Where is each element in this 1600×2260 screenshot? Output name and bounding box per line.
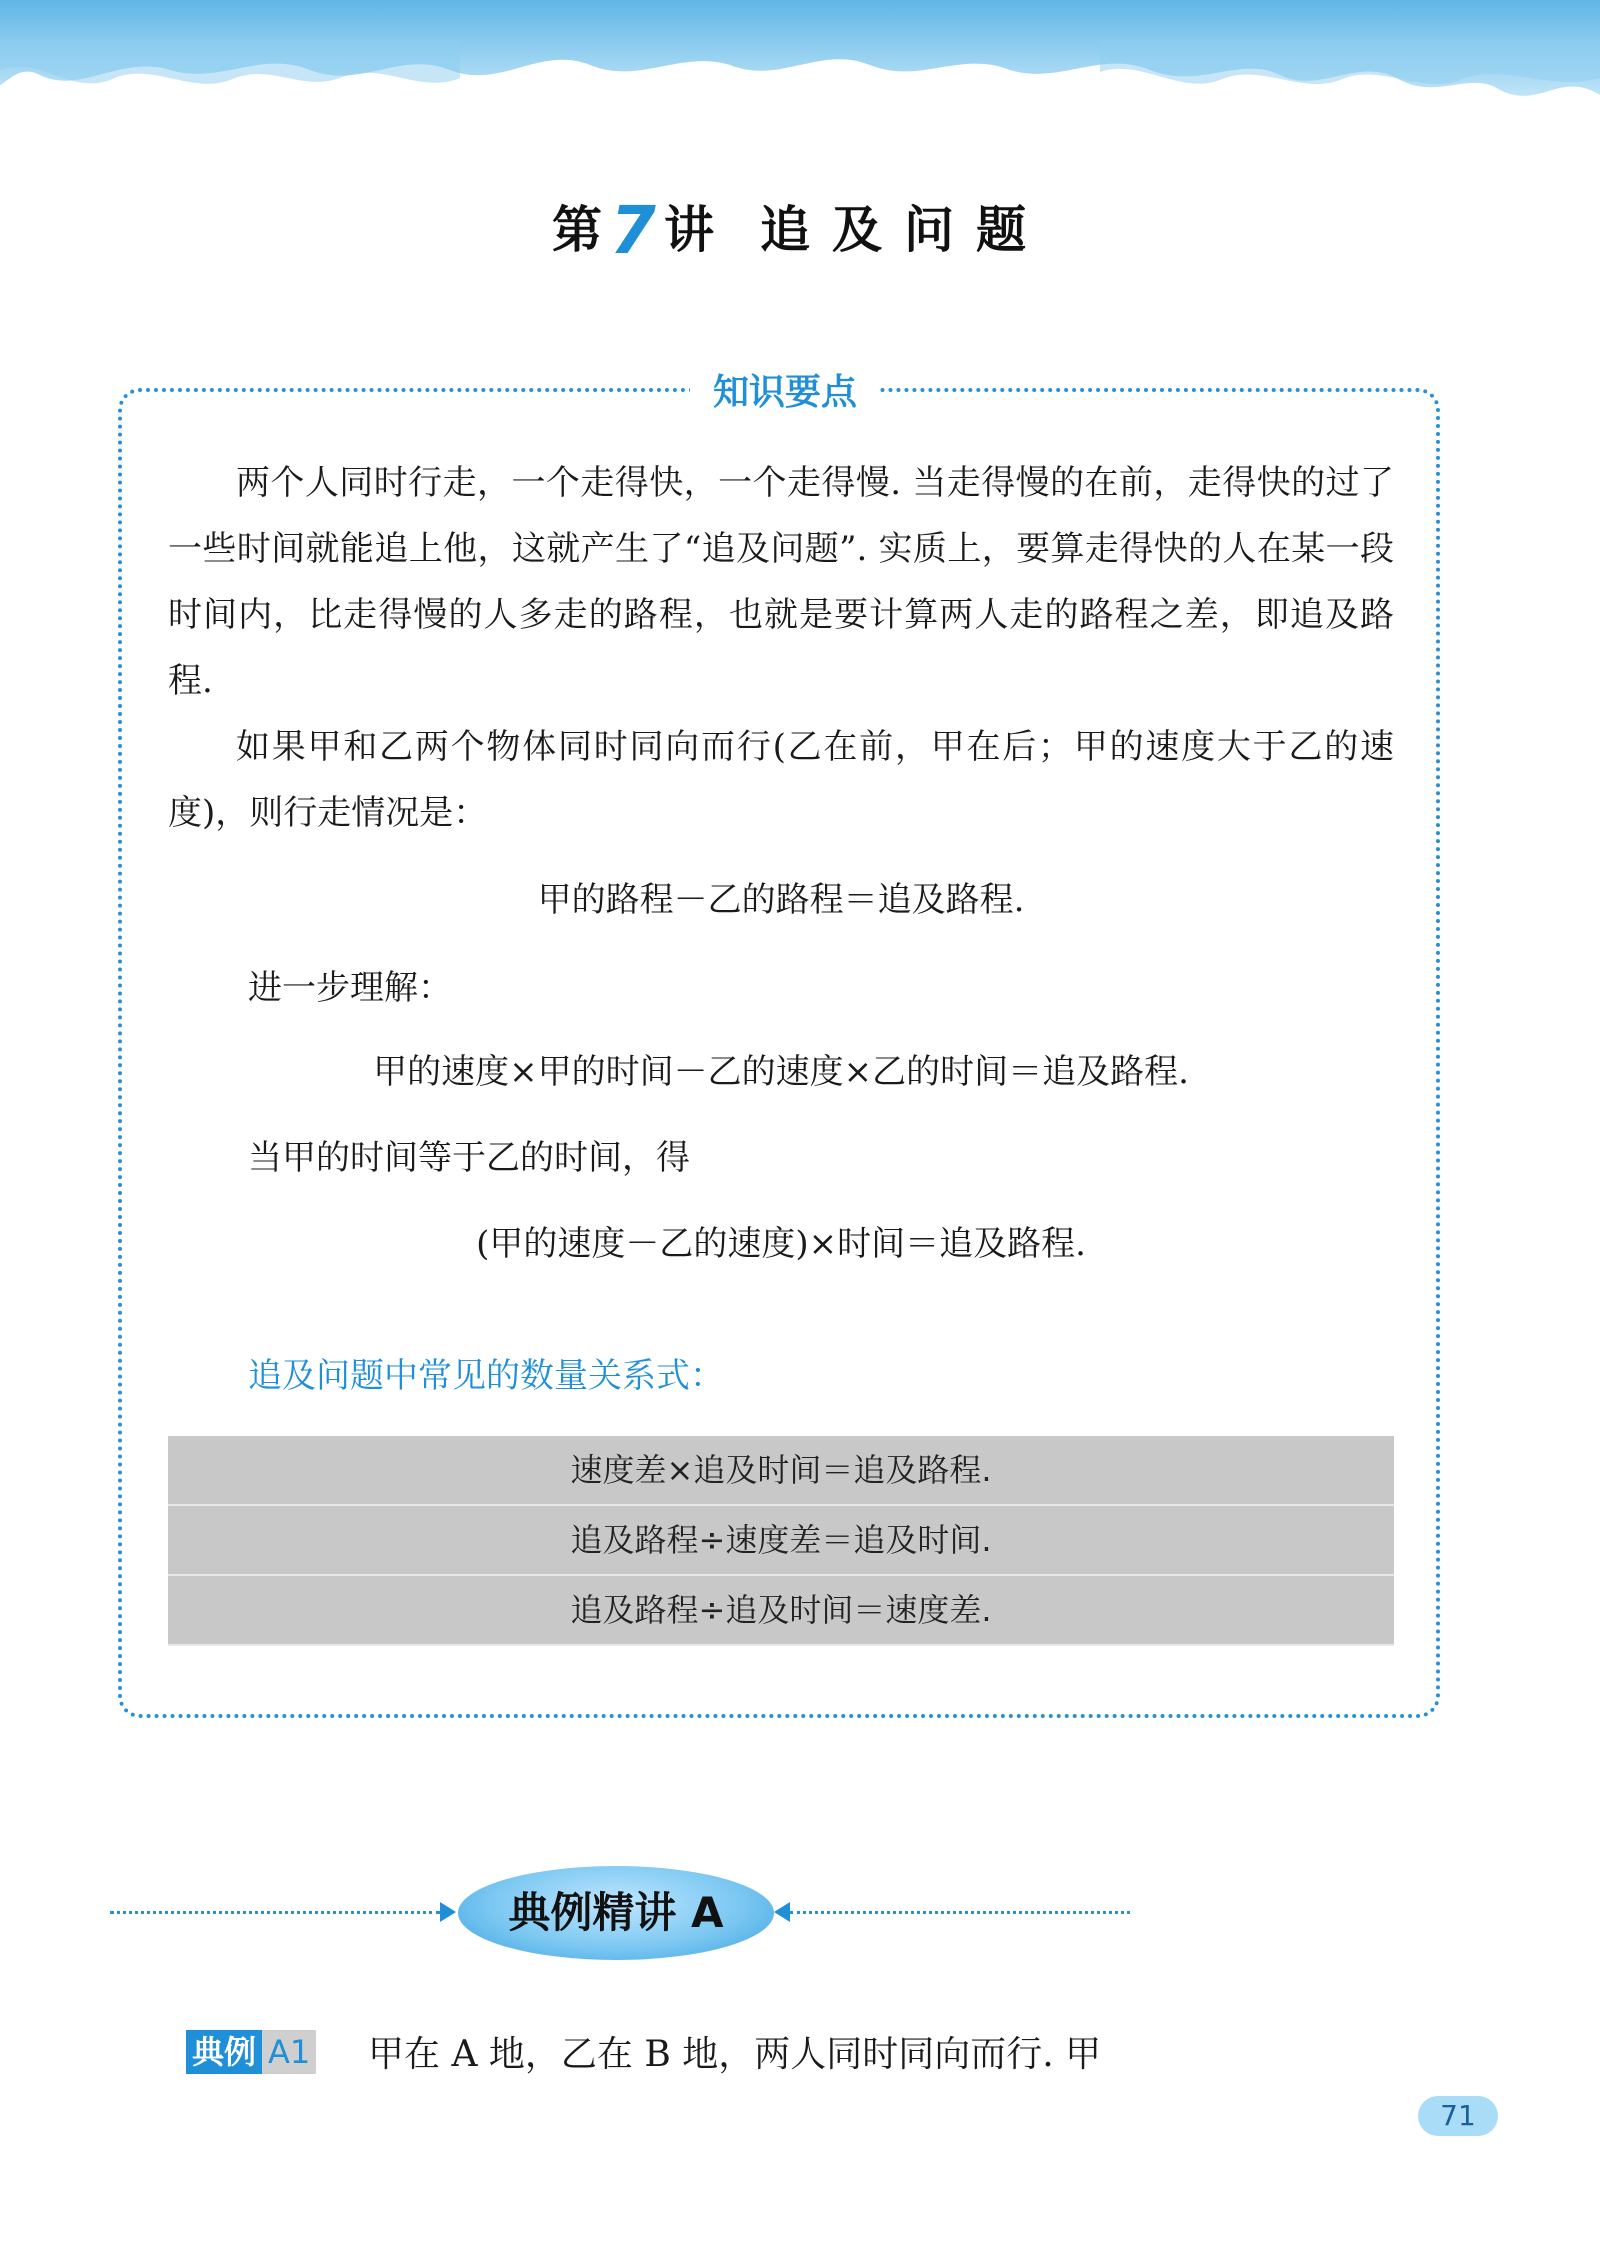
example-badge-id: A1 [262,2030,316,2074]
lecture-name: 追及问题 [759,200,1048,259]
banner-divider-left [110,1911,440,1914]
page-number: 71 [1418,2096,1498,2136]
formula-speed-time: 甲的速度×甲的时间－乙的速度×乙的时间＝追及路程. [373,1052,1189,1092]
formula-speed-difference: (甲的速度－乙的速度)×时间＝追及路程. [476,1224,1086,1264]
lecture-title [0,190,1600,269]
relation-row: 追及路程÷追及时间＝速度差. [168,1576,1394,1646]
equal-time-condition: 当甲的时间等于乙的时间，得 [248,1138,690,1178]
title-suffix: 讲 [663,200,716,259]
relations-heading: 追及问题中常见的数量关系式： [248,1356,724,1396]
knowledge-paragraph-1: 两个人同时行走，一个走得快，一个走得慢. 当走得慢的在前，走得快的过了一些时间就能追上他，这就产生了“追及问题”. 实质上，要算走得快的人在某一段时间内，比走得慢的人多走的路程，也就是要计算两人走的路程之差，即追及路程. [168,463,1394,701]
further-understanding: 进一步理解： [248,968,452,1008]
relations-table [168,1436,1394,1646]
lecture-number: 7 [610,192,658,269]
banner-divider-right [790,1911,1130,1914]
section-banner: 典例精讲 A [458,1866,774,1960]
knowledge-heading: 知识要点 [690,364,880,415]
example-badge [186,2030,316,2074]
relation-row: 速度差×追及时间＝追及路程. [168,1436,1394,1506]
knowledge-paragraph-2: 如果甲和乙两个物体同时同向而行(乙在前，甲在后；甲的速度大于乙的速度)，则行走情况是： [168,727,1394,833]
relation-row: 追及路程÷速度差＝追及时间. [168,1506,1394,1576]
arrow-left-icon [774,1902,790,1922]
example-text: 甲在 A 地，乙在 B 地，两人同时同向而行. 甲 [368,2034,1102,2075]
sky-cloud-header [0,0,1600,150]
title-prefix: 第 [552,200,605,259]
formula-distance: 甲的路程－乙的路程＝追及路程. [537,880,1025,920]
arrow-right-icon [440,1902,456,1922]
example-badge-label: 典例 [186,2030,262,2074]
